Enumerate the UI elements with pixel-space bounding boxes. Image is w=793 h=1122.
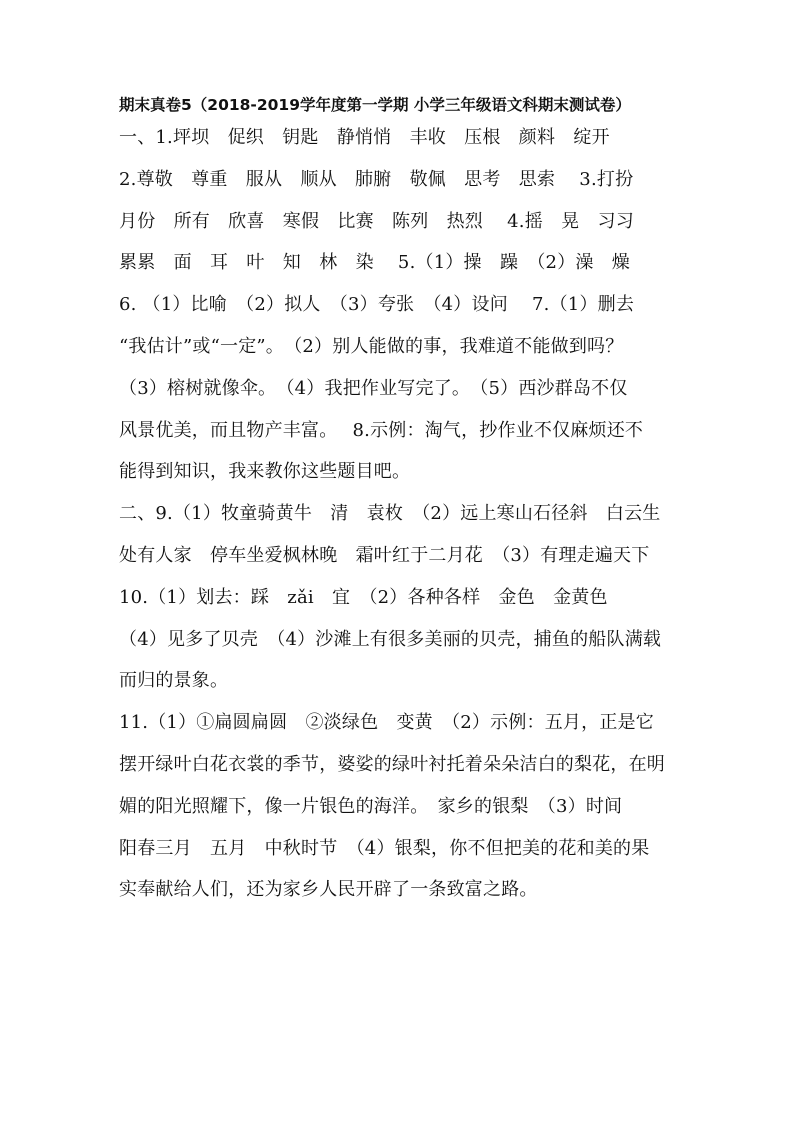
answer-line: （3）榕树就像伞。 （4）我把作业写完了。 （5）西沙群岛不仅 [119,377,628,399]
answer-line: 实奉献给人们，还为家乡人民开辟了一条致富之路。 [119,879,538,901]
answer-line: 风景优美，而且物产丰富。 8.示例：淘气，抄作业不仅麻烦还不 [119,419,644,441]
answer-line: “我估计”或“一定”。 （2）别人能做的事，我难道不能做到吗？ [119,335,624,357]
answer-line: 阳春三月 五月 中秋时节 （4）银梨，你不但把美的花和美的果 [119,837,650,859]
answer-line: 媚的阳光照耀下，像一片银色的海洋。 家乡的银梨 （3）时间 [119,795,623,817]
answer-line: （4）见多了贝壳 （4）沙滩上有很多美丽的贝壳，捕鱼的船队满载 [119,628,662,650]
answer-line: 能得到知识，我来教你这些题目吧。 [119,461,411,483]
answer-line: 累累 面 耳 叶 知 林 染 5.（1）操 躁 （2）澡 燥 [119,252,630,274]
answer-line: 6. （1）比喻 （2）拟人 （3）夸张 （4）设问 7.（1）删去 [119,294,635,316]
answer-line: 10.（1）划去：踩 zǎi 宜 （2）各种各样 金色 金黄色 [119,586,608,608]
answer-line: 二、9.（1）牧童骑黄牛 清 袁枚 （2）远上寒山石径斜 白云生 [119,503,661,525]
answer-key-body [119,94,679,911]
page-title: 期末真卷5（2018-2019学年度第一学期 小学三年级语文科期末测试卷） [119,96,631,114]
answer-line: 摆开绿叶白花衣裳的季节，婆娑的绿叶衬托着朵朵洁白的梨花，在明 [119,753,665,775]
answer-line: 11.（1）①扁圆扁圆 ②淡绿色 变黄 （2）示例：五月，正是它 [119,712,654,734]
answer-line: 处有人家 停车坐爱枫林晚 霜叶红于二月花 （3）有理走遍天下 [119,544,650,566]
answer-line: 而归的景象。 [119,670,229,692]
answer-line: 月份 所有 欣喜 寒假 比赛 陈列 热烈 4.摇 晃 习习 [119,210,634,232]
answer-line: 2.尊敬 尊重 服从 顺从 肺腑 敬佩 思考 思索 3.打扮 [119,168,634,190]
answer-line: 一、1.坪坝 促织 钥匙 静悄悄 丰收 压根 颜料 绽开 [119,127,610,148]
